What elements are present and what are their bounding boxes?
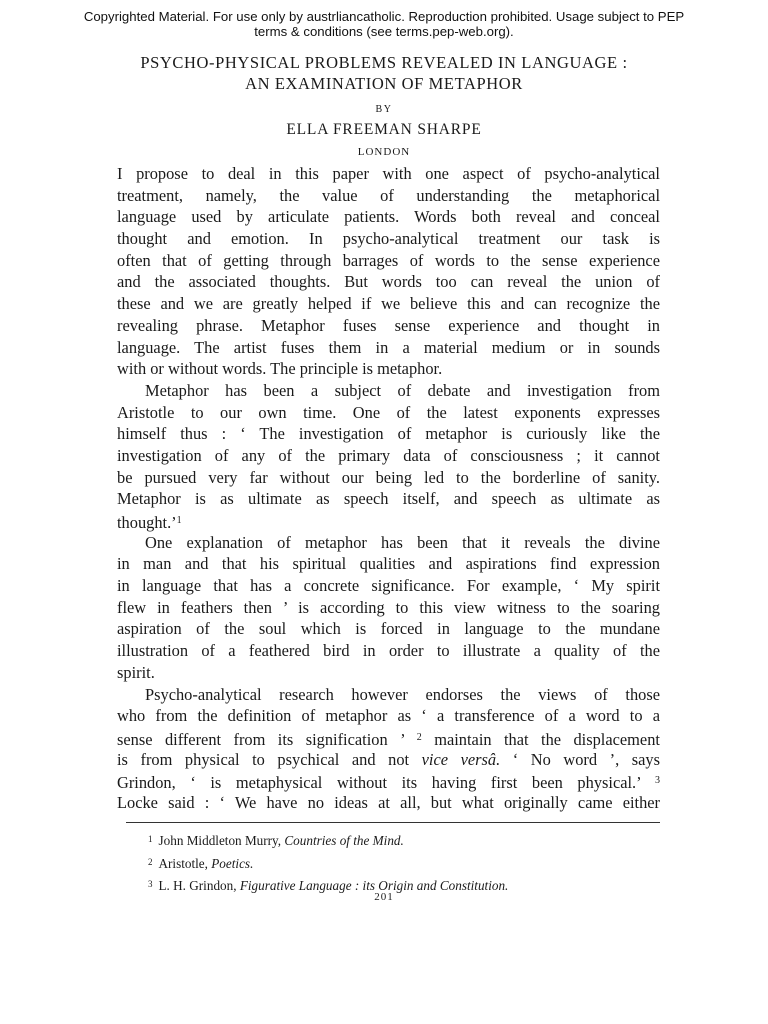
body-line: these and we are greatly helped if we believe this and can recognize the (117, 294, 660, 314)
body-line: thought and emotion. In psycho-analytical treatment our task is (117, 229, 660, 249)
copyright-line-1: Copyrighted Material. For use only by austrliancatholic. Reproduction prohibited. Usage subject to PEP (83, 9, 685, 24)
copyright-notice (40, 9, 728, 39)
body-line: illustration of a feathered bird in order to illustrate a quality of the (117, 641, 660, 661)
title-line-2: AN EXAMINATION OF METAPHOR (245, 74, 523, 93)
body-line-with-italic (117, 749, 660, 771)
footnote-divider (126, 822, 660, 823)
body-line: in man and that his spiritual qualities and aspirations find expression (117, 554, 660, 574)
body-line: I propose to deal in this paper with one aspect of psycho-analytical (117, 164, 660, 183)
footnote-text: L. H. Grindon, (158, 878, 237, 893)
body-line: who from the definition of metaphor as ‘ a transference of a word to a (117, 706, 660, 726)
footnote-title: Countries of the Mind. (284, 833, 404, 848)
footnote-title: Figurative Language (239, 878, 352, 893)
body-line-text: sense different from its signification ’ (117, 729, 405, 749)
italic-phrase: vice versâ. (421, 749, 501, 769)
footnote-ref-2: 2 (416, 731, 422, 743)
body-line-with-ref (117, 727, 660, 749)
page-number: 201 (374, 891, 394, 903)
article-body (117, 163, 660, 814)
body-line: investigation of any of the primary data of consciousness ; it cannot (117, 445, 660, 465)
title-line-1: PSYCHO-PHYSICAL PROBLEMS REVEALED IN LANGUAGE : (140, 53, 628, 72)
byline-by: BY (375, 104, 393, 115)
footnote-1 (148, 829, 648, 852)
body-line: One explanation of metaphor has been that it reveals the divine (145, 532, 660, 552)
footnote-title: Poetics. (211, 855, 254, 871)
body-line: spirit. (117, 662, 155, 682)
body-line: Aristotle to our own time. One of the latest exponents expresses (117, 402, 660, 422)
body-line: with or without words. The principle is metaphor. (117, 359, 443, 379)
article-title (80, 52, 688, 94)
body-line: language used by articulate patients. Words both reveal and conceal (117, 207, 660, 227)
footnote-2 (148, 852, 648, 875)
footnotes (148, 829, 648, 897)
body-line-text: ‘ No word ’, says (512, 749, 661, 769)
footnote-subtitle: : its Origin and Constitution. (351, 878, 509, 893)
body-line: Psycho-analytical research however endorses the views of those (145, 684, 660, 704)
body-line: aspiration of the soul which is forced in language to the mundane (117, 619, 660, 639)
body-line: Locke said : ‘ We have no ideas at all, but what originally came either (117, 792, 660, 812)
footnote-text: John Middleton Murry, (158, 833, 282, 848)
copyright-line-2: terms & conditions (see terms.pep-web.org). (254, 24, 514, 39)
footnote-mark: 2 (148, 856, 153, 867)
body-line: be pursued very far without our being led to the borderline of sanity. (117, 467, 660, 487)
author-name: ELLA FREEMAN SHARPE (286, 121, 482, 138)
footnote-ref-1: 1 (176, 515, 182, 526)
body-line: often that of getting through barrages of words to the sense experience (117, 250, 660, 270)
body-line: language. The artist fuses them in a material medium or in sounds (117, 337, 660, 357)
body-line: revealing phrase. Metaphor fuses sense experience and thought in (117, 315, 660, 335)
footnote-mark: 1 (148, 834, 153, 844)
body-line-text: is from physical to psychical and not (117, 749, 410, 769)
body-line: Metaphor is as ultimate as speech itself, and speech as ultimate as (117, 489, 660, 509)
body-line-with-ref (117, 770, 660, 792)
body-line-with-ref (117, 510, 660, 532)
body-line-text: thought.’ (117, 513, 177, 532)
body-line: and the associated thoughts. But words too can reveal the union of (117, 272, 660, 292)
body-line: treatment, namely, the value of understanding the metaphorical (117, 185, 660, 205)
body-line: flew in feathers then ’ is according to this view witness to the soaring (117, 597, 660, 617)
body-line: in language that has a concrete significance. For example, ‘ My spirit (117, 576, 660, 596)
footnote-mark: 3 (148, 879, 153, 889)
author-location: LONDON (357, 146, 411, 158)
body-line-text: Grindon, ‘ is metaphysical without its having first been physical.’ (117, 773, 641, 793)
body-line: himself thus : ‘ The investigation of metaphor is curiously like the (117, 424, 660, 444)
footnote-text: Aristotle, (158, 855, 208, 871)
footnote-ref-3: 3 (654, 775, 660, 787)
body-line-text: maintain that the displacement (434, 729, 660, 749)
body-line: Metaphor has been a subject of debate and investigation from (145, 380, 660, 400)
